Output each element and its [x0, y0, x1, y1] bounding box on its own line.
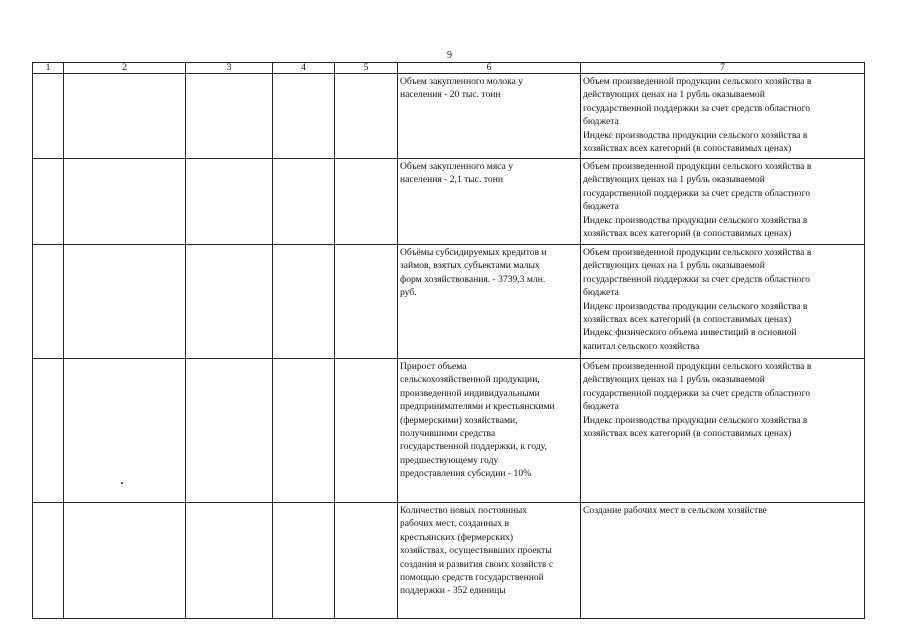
column-header: 1	[33, 63, 64, 74]
cell-text-line: действующих ценах на 1 рубль оказываемой	[583, 374, 765, 386]
cell-text-line: Создание рабочих мест в сельском хозяйстве	[583, 505, 767, 516]
cell-text-line: руб.	[400, 287, 417, 299]
cell-text-line: государственной поддержки за счет средств областного	[583, 102, 811, 114]
table-cell	[64, 503, 186, 619]
cell-text-line: бюджета	[583, 116, 619, 128]
cell-text-line: (фермерскими) хозяйствами,	[400, 414, 518, 426]
cell-text-line: рабочих мест, созданных в	[400, 518, 509, 530]
column-header: 5	[335, 63, 398, 74]
table-cell	[398, 245, 581, 359]
table-cell	[398, 359, 581, 503]
table-cell	[186, 359, 273, 503]
cell-text-line: создания и развития своих хозяйств с	[400, 558, 554, 570]
cell-text-line: действующих ценах на 1 рубль оказываемой	[583, 89, 765, 101]
cell-text-line: действующих ценах на 1 рубль оказываемой	[583, 260, 765, 272]
column-header: 3	[186, 63, 273, 74]
table-cell	[273, 503, 335, 619]
cell-text-line: государственной поддержки, к году,	[400, 441, 547, 453]
table-cell	[64, 74, 186, 159]
column-header: 2	[64, 63, 186, 74]
table-cell	[335, 159, 398, 245]
cell-text-line: крестьянских (фермерских)	[400, 531, 514, 543]
cell-text-line: Объем закупленного молока у	[400, 76, 524, 87]
table-cell	[33, 245, 64, 359]
table-cell	[33, 74, 64, 159]
cell-text-line: бюджета	[583, 401, 619, 413]
table-cell	[186, 245, 273, 359]
cell-text-line: Индекс физического объема инвестиций в основной	[583, 327, 797, 339]
cell-text-line: действующих ценах на 1 рубль оказываемой	[583, 174, 765, 186]
cell-text-line: помощью средств государственной	[400, 572, 544, 584]
indicators-table	[32, 62, 865, 619]
cell-text-line: государственной поддержки за счет средств областного	[583, 273, 811, 285]
table-cell	[335, 359, 398, 503]
cell-text-line: хозяйствах, осуществивших проекты	[400, 545, 552, 557]
table-cell	[33, 503, 64, 619]
table-cell	[273, 159, 335, 245]
scan-speck	[121, 482, 123, 484]
table-cell	[64, 159, 186, 245]
table-cell	[273, 74, 335, 159]
cell-text-line: Индекс производства продукции сельского хозяйства в	[583, 300, 808, 312]
cell-text-line: произведенной индивидуальными	[400, 387, 540, 399]
cell-text-line: бюджета	[583, 201, 619, 213]
table-cell	[186, 503, 273, 619]
cell-text-line: Объем произведенной продукции сельского хозяйства в	[583, 161, 812, 172]
cell-text-line: получившими средства	[400, 428, 496, 440]
cell-text-line: хозяйствах всех категорий (в сопоставимых ценах)	[583, 228, 792, 240]
cell-text-line: Индекс производства продукции сельского хозяйства в	[583, 129, 808, 141]
cell-text-line: сельскохозяйственной продукции,	[400, 374, 540, 386]
table-cell	[33, 359, 64, 503]
table-row	[33, 245, 865, 359]
table-cell	[33, 159, 64, 245]
table-cell	[581, 503, 865, 619]
cell-text-line: Объем произведенной продукции сельского хозяйства в	[583, 76, 812, 87]
cell-text-line: хозяйствах всех категорий (в сопоставимых ценах)	[583, 143, 792, 155]
table-row	[33, 74, 865, 159]
cell-text-line: государственной поддержки за счет средств областного	[583, 387, 811, 399]
cell-text-line: Количество новых постоянных	[400, 505, 528, 516]
table-cell	[398, 159, 581, 245]
table-cell	[581, 74, 865, 159]
cell-text-line: государственной поддержки за счет средств областного	[583, 187, 811, 199]
cell-text-line: Объем произведенной продукции сельского хозяйства в	[583, 247, 812, 258]
cell-text-line: Объем произведенной продукции сельского хозяйства в	[583, 361, 812, 372]
cell-text-line: предшествующему году	[400, 454, 499, 466]
table-cell	[64, 245, 186, 359]
cell-text-line: населения - 20 тыс. тонн	[400, 89, 501, 101]
cell-text-line: хозяйствах всех категорий (в сопоставимых ценах)	[583, 314, 792, 326]
cell-text-line: предпринимателями и крестьянскими	[400, 401, 555, 413]
column-header: 7	[581, 63, 865, 74]
table-cell	[64, 359, 186, 503]
cell-text-line: Объем закупленного мяса у	[400, 161, 514, 172]
table-cell	[581, 159, 865, 245]
table-cell	[398, 74, 581, 159]
cell-text-line: форм хозяйствования. - 3739,3 млн.	[400, 273, 546, 285]
table-cell	[186, 159, 273, 245]
cell-text-line: Объёмы субсидируемых кредитов и	[400, 247, 547, 258]
page-number: 9	[447, 50, 452, 61]
cell-text-line: займов, взятых субъектами малых	[400, 260, 540, 272]
table-cell	[335, 74, 398, 159]
column-header: 6	[398, 63, 581, 74]
cell-text-line: населения - 2,1 тыс. тонн	[400, 174, 503, 186]
table-cell	[273, 245, 335, 359]
column-header: 4	[273, 63, 335, 74]
cell-text-line: Индекс производства продукции сельского хозяйства в	[583, 214, 808, 226]
cell-text-line: капитал сельского хозяйства	[583, 340, 700, 352]
table-cell	[581, 359, 865, 503]
table-cell	[335, 245, 398, 359]
table-row	[33, 359, 865, 503]
table-cell	[186, 74, 273, 159]
cell-text-line: поддержки - 352 единицы	[400, 585, 506, 597]
cell-text-line: Индекс производства продукции сельского хозяйства в	[583, 414, 808, 426]
cell-text-line: Прирост объема	[400, 361, 467, 372]
table-row	[33, 503, 865, 619]
cell-text-line: предоставления субсидии - 10%	[400, 468, 532, 480]
cell-text-line: бюджета	[583, 287, 619, 299]
table-cell	[581, 245, 865, 359]
table-cell	[335, 503, 398, 619]
table-cell	[398, 503, 581, 619]
cell-text-line: хозяйствах всех категорий (в сопоставимых ценах)	[583, 428, 792, 440]
table-row	[33, 159, 865, 245]
table-cell	[273, 359, 335, 503]
header-row	[33, 63, 865, 74]
